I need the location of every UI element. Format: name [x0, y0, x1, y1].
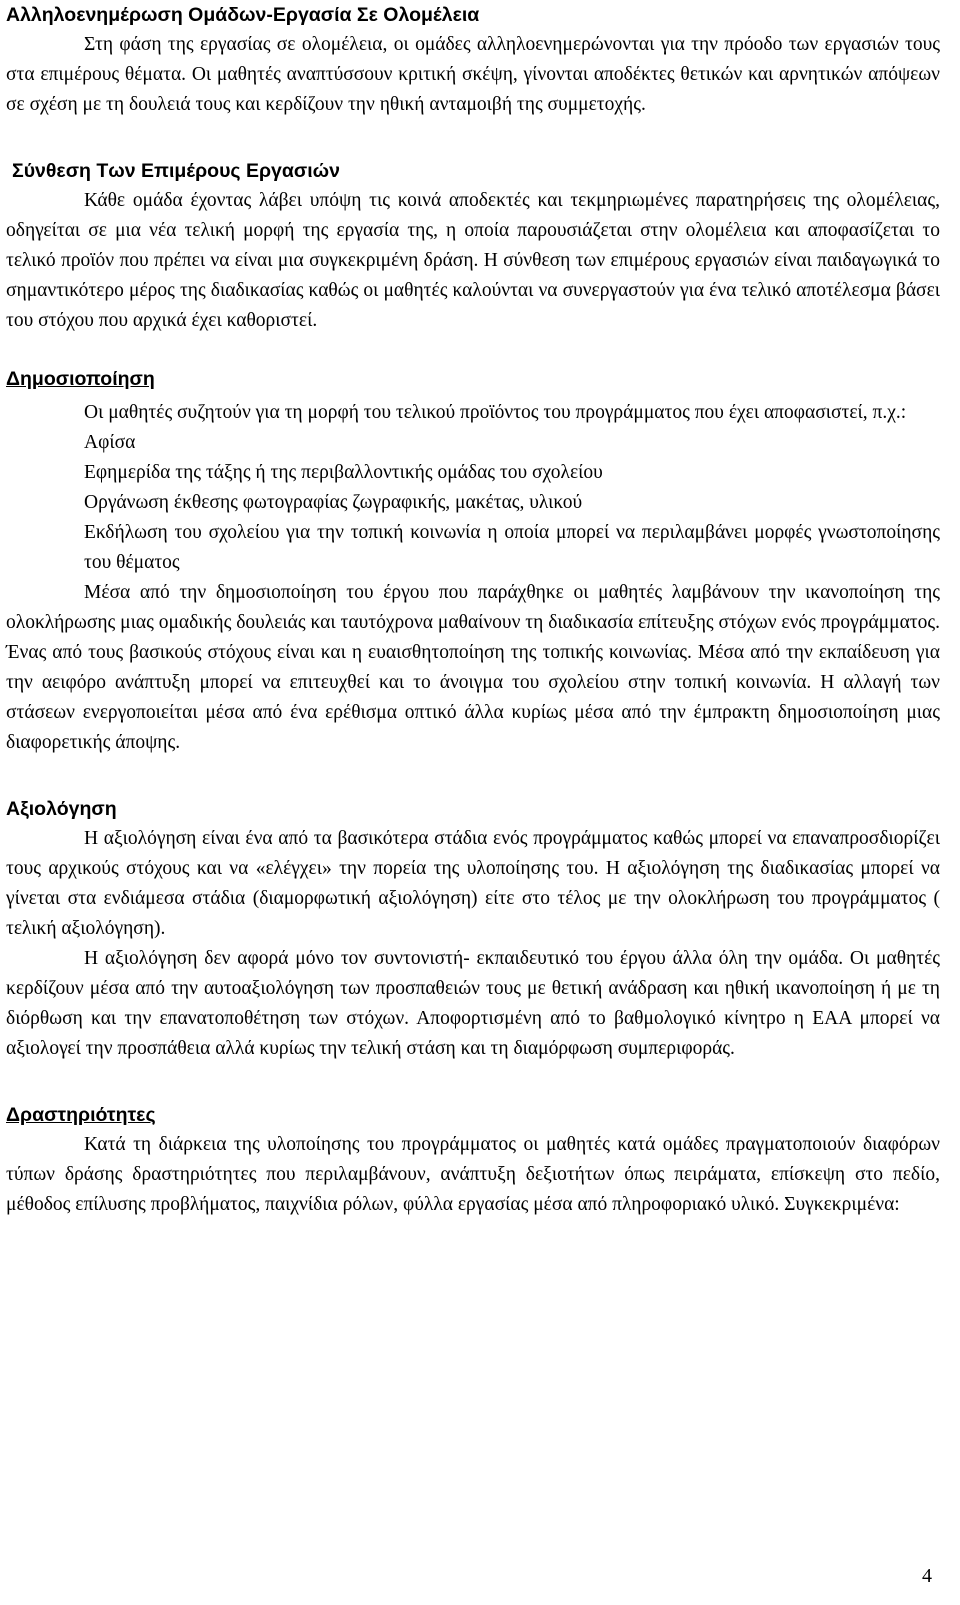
document-page [6, 0, 940, 1220]
section-title-evaluation: Αξιολόγηση [6, 798, 117, 820]
paragraph-synthesis: Κάθε ομάδα έχοντας λάβει υπόψη τις κοινά αποδεκτές και τεκμηριωμένες παρατηρήσεις της ολομέλειας, οδηγείται σε μια νέα τελική μορφή της εργασία της, η οποία παρουσιάζεται στην ολομέλεια και αποφασίζεται το τελικό προϊόν που πρέπει να είναι μια συγκεκριμένη δράση. Η σύνθεση των επιμέρους εργασιών είναι παιδαγωγικά το σημαντικότερο μέρος της διαδικασίας καθώς οι μαθητές καλούνται να συνεργαστούν για ένα τελικό αποτέλεσμα βάσει του στόχου που αρχικά έχει καθοριστεί. [6, 190, 940, 331]
section-title-plenary: Αλληλοενημέρωση Ομάδων-Εργασία Σε Ολομέλεια [6, 4, 480, 26]
list-item-newspaper: Εφημερίδα της τάξης ή της περιβαλλοντικής ομάδας του σχολείου [84, 462, 603, 483]
paragraph-evaluation-1: Η αξιολόγηση είναι ένα από τα βασικότερα στάδια ενός προγράμματος καθώς μπορεί να επαναπροσδιορίζει τους αρχικούς στόχους και να «ελέγχει» την πορεία της υλοποίησης του. Η αξιολόγηση της διαδικασίας μπορεί να γίνεται στα ενδιάμεσα στάδια (διαμορφωτική αξιολόγηση) είτε στο τέλος με την ολοκλήρωση του προγράμματος ( τελική αξιολόγηση). [6, 828, 940, 939]
section-title-activities: Δραστηριότητες [6, 1104, 156, 1126]
list-item-exhibition: Οργάνωση έκθεσης φωτογραφίας ζωγραφικής, μακέτας, υλικού [84, 492, 583, 513]
page-number: 4 [922, 1565, 932, 1587]
list-item-event: Εκδήλωση του σχολείου για την τοπική κοινωνία η οποία μπορεί να περιλαμβάνει μορφές γνωστοποίησης του θέματος [84, 522, 940, 573]
paragraph-activities: Κατά τη διάρκεια της υλοποίησης του προγράμματος οι μαθητές κατά ομάδες πραγματοποιούν διαφόρων τύπων δράσης δραστηριότητες που περιλαμβάνουν, ανάπτυξη δεξιοτήτων όπως πειράματα, επίσκεψη στο πεδίο, μέθοδος επίλυσης προβλήματος, παιχνίδια ρόλων, φύλλα εργασίας μέσα από πληροφοριακό υλικό. Συγκεκριμένα: [6, 1134, 940, 1215]
section-title-publicity: Δημοσιοποίηση [6, 368, 155, 390]
section-title-synthesis: Σύνθεση Των Επιμέρους Εργασιών [12, 160, 340, 182]
paragraph-publicity-intro: Οι μαθητές συζητούν για τη μορφή του τελικού προϊόντος του προγράμματος που έχει αποφασιστεί, π.χ.: [84, 402, 907, 423]
paragraph-evaluation-2: Η αξιολόγηση δεν αφορά μόνο τον συντονιστή- εκπαιδευτικό του έργου άλλα όλη την ομάδα. Οι μαθητές κερδίζουν μέσα από την αυτοαξιολόγηση των προσπαθειών τους με θετική ανάδραση και ηθική ικανοποίηση ή με τη διόρθωση και την επανατοποθέτηση των στόχων. Αποφορτισμένη από το βαθμολογικό κίνητρο η ΕΑΑ μπορεί να αξιολογεί την προσπάθεια αλλά κυρίως την τελική στάση και τη διαμόρφωση συμπεριφοράς. [6, 948, 940, 1059]
list-item-poster: Αφίσα [84, 432, 136, 453]
paragraph-publicity: Μέσα από την δημοσιοποίηση του έργου που παράχθηκε οι μαθητές λαμβάνουν την ικανοποίηση της ολοκλήρωσης μιας ομαδικής δουλειάς και ταυτόχρονα μαθαίνουν τη διαδικασία επίτευξης στόχων ενός προγράμματος. Ένας από τους βασικούς στόχους είναι και η ευαισθητοποίηση της τοπικής κοινωνίας. Μέσα από την εκπαίδευση για την αειφόρο ανάπτυξη μπορεί να επιτευχθεί και το άνοιγμα του σχολείου στην τοπική κοινωνία. Η αλλαγή των στάσεων ενεργοποιείται μέσα από ένα ερέθισμα οπτικό άλλα κυρίως μέσα από την έμπρακτη δημοσιοποίηση μιας διαφορετικής άποψης. [6, 582, 940, 753]
paragraph-plenary: Στη φάση της εργασίας σε ολομέλεια, οι ομάδες αλληλοενημερώνονται για την πρόοδο των εργασιών τους στα επιμέρους θέματα. Οι μαθητές αναπτύσσουν κριτική σκέψη, γίνονται αποδέκτες θετικών και αρνητικών απόψεων σε σχέση με τη δουλειά τους και κερδίζουν την ηθική ανταμοιβή της συμμετοχής. [6, 34, 940, 115]
